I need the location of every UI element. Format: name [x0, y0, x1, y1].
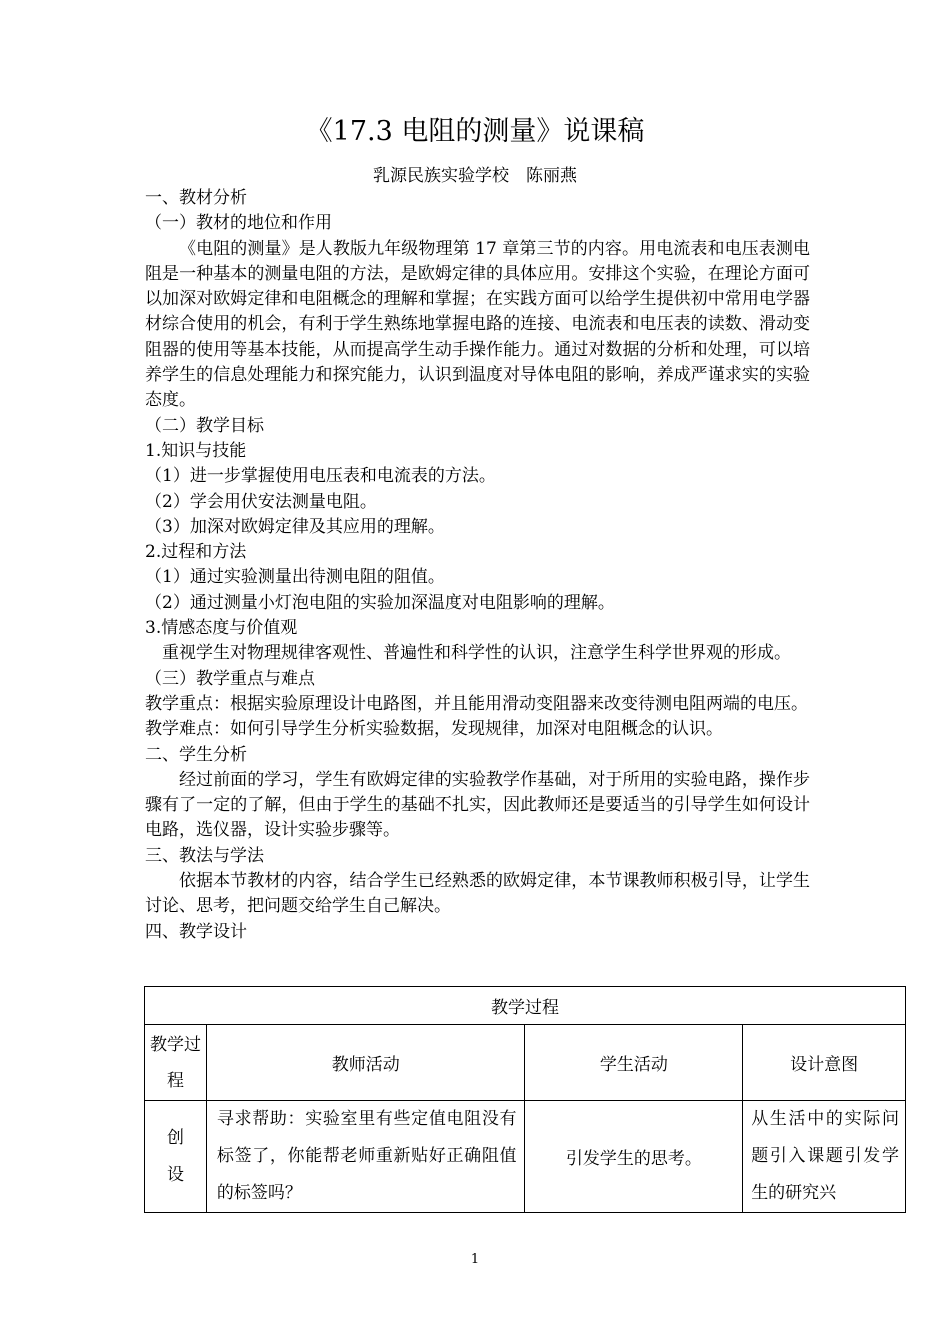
table-caption: 教学过程: [145, 987, 906, 1025]
subsection-heading: （一）教材的地位和作用: [145, 213, 332, 234]
header-intent: 设计意图: [743, 1025, 906, 1101]
header-teacher: 教师活动: [206, 1025, 525, 1101]
paragraph: 经过前面的学习，学生有欧姆定律的实验教学作基础，对于所用的实验电路，操作步骤有了一定的了解，但由于学生的基础不扎实，因此教师还是要适当的引导学生如何设计电路，选仪器，设计实验步骤等。: [145, 769, 810, 841]
table-row: [145, 1101, 906, 1213]
difficulty: 教学难点：如何引导学生分析实验数据，发现规律，加深对电阻概念的认识。: [145, 719, 723, 740]
document-author: 乳源民族实验学校 陈丽燕: [373, 166, 577, 186]
subsection-heading: （二）教学目标: [145, 415, 264, 436]
goal-heading: 1.知识与技能: [145, 440, 247, 461]
goal-item: （1）进一步掌握使用电压表和电流表的方法。: [145, 466, 496, 487]
section-heading: 一、教材分析: [145, 188, 247, 208]
goal-heading: 2.过程和方法: [145, 542, 247, 563]
section-heading: 四、教学设计: [145, 921, 247, 942]
header-stage: 教学过程: [145, 1025, 207, 1101]
teaching-design-table: [144, 986, 906, 1213]
goal-item: （2）通过测量小灯泡电阻的实验加深温度对电阻影响的理解。: [145, 592, 615, 613]
document-body: [145, 186, 810, 945]
cell-intent: 从生活中的实际问题引入课题引发学生的研究兴: [743, 1101, 906, 1213]
header-student: 学生活动: [525, 1025, 743, 1101]
cell-teacher: 寻求帮助：实验室里有些定值电阻没有标签了，你能帮老师重新贴好正确阻值的标签吗？: [206, 1101, 525, 1213]
document-title: 《17.3 电阻的测量》说课稿: [305, 116, 645, 147]
goal-item: （2）学会用伏安法测量电阻。: [145, 491, 377, 512]
goal-heading: 3.情感态度与价值观: [145, 618, 298, 639]
section-heading: 三、教法与学法: [145, 845, 264, 866]
key-point: 教学重点：根据实验原理设计电路图，并且能用滑动变阻器来改变待测电阻两端的电压。: [145, 693, 808, 714]
cell-student: 引发学生的思考。: [525, 1101, 743, 1213]
table-header-row: [145, 1025, 906, 1101]
goal-item: （1）通过实验测量出待测电阻的阻值。: [145, 567, 445, 588]
goal-item: （3）加深对欧姆定律及其应用的理解。: [145, 516, 445, 537]
paragraph: 依据本节教材的内容，结合学生已经熟悉的欧姆定律，本节课教师积极引导，让学生讨论、思考，把问题交给学生自己解决。: [145, 871, 810, 917]
paragraph: 《电阻的测量》是人教版九年级物理第 17 章第三节的内容。用电流表和电压表测电阻是一种基本的测量电阻的方法，是欧姆定律的具体应用。安排这个实验，在理论方面可以加深对欧姆定律和电阻概念的理解和掌握；在实践方面可以给学生提供初中常用电学器材综合使用的机会，有利于学生熟练地掌握电路的连接、电流表和电压表的读数、滑动变阻器的使用等基本技能，从而提高学生动手操作能力。通过对数据的分析和处理，可以培养学生的信息处理能力和探究能力，认识到温度对导体电阻的影响，养成严谨求实的实验态度。: [145, 238, 810, 411]
subsection-heading: （三）教学重点与难点: [145, 668, 315, 689]
stage-text: 创设: [166, 1127, 184, 1185]
paragraph: 重视学生对物理规律客观性、普遍性和科学性的认识，注意学生科学世界观的形成。: [162, 643, 791, 664]
page-number: 1: [470, 1252, 480, 1267]
cell-stage: [145, 1101, 207, 1213]
section-heading: 二、学生分析: [145, 744, 247, 765]
